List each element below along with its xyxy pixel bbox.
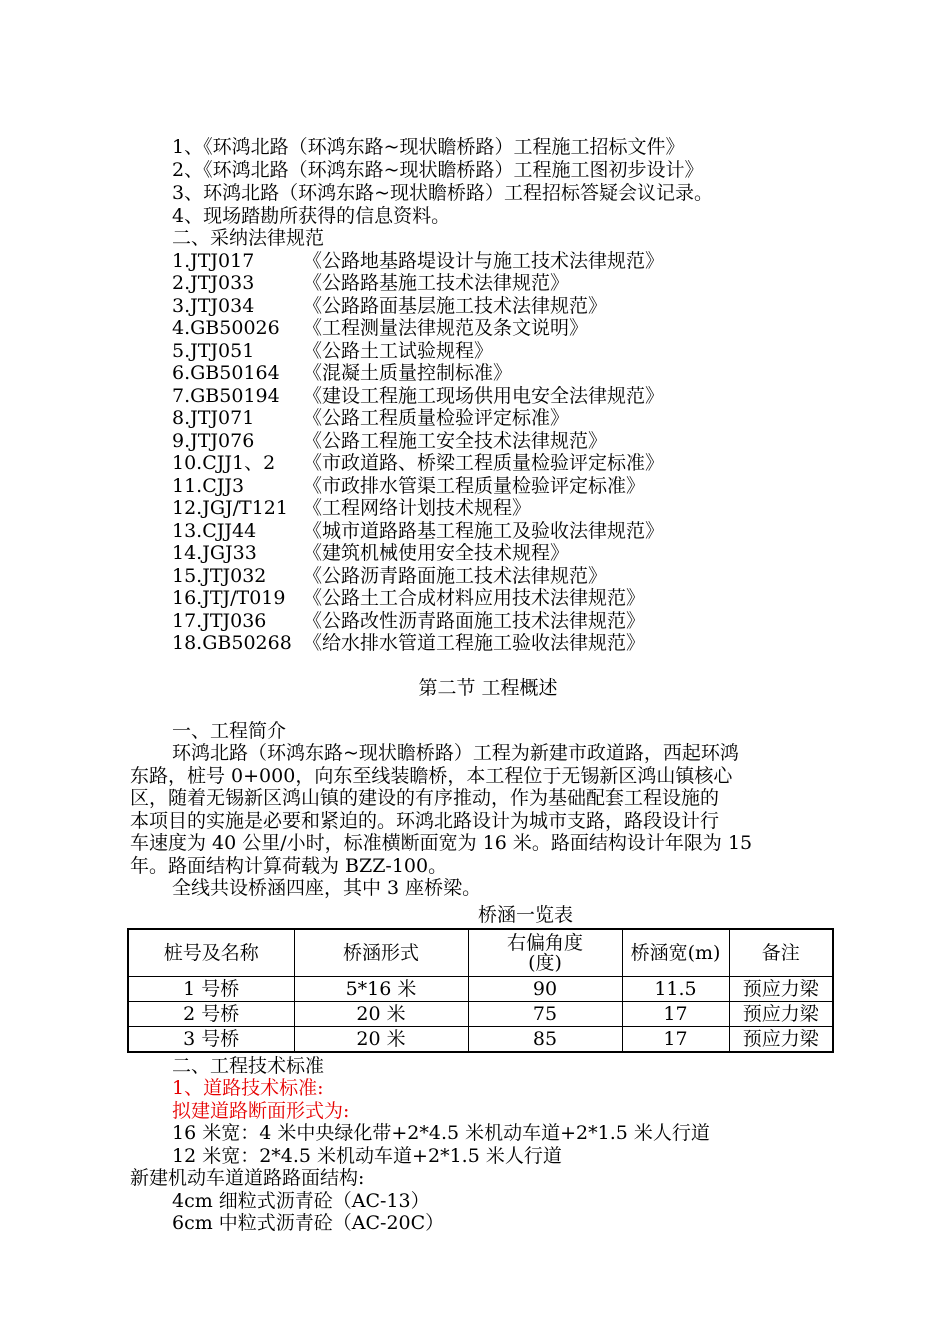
standard-item [172, 520, 664, 542]
header-cell [468, 929, 622, 977]
pavement-layer: 6cm 中粒式沥青砼（AC-20C） [172, 1212, 445, 1234]
standard-code: 17.JTJ036 [172, 610, 267, 632]
intro-para-line: 本项目的实施是必要和紧迫的。环鸿北路设计为城市支路，路段设计行 [130, 810, 720, 832]
intro-para-line: 车速度为 40 公里/小时，标准横断面宽为 16 米。路面结构设计年限为 15 [130, 832, 753, 854]
standard-item [172, 430, 607, 452]
table-cell: 75 [468, 1002, 622, 1027]
table-cell: 预应力梁 [729, 1027, 833, 1053]
standard-title: 《市政道路、桥梁工程质量检验评定标准》 [303, 452, 665, 474]
basis-item-3: 3、环鸿北路（环鸿东路~现状瞻桥路）工程招标答疑会议记录。 [172, 182, 714, 204]
pavement-heading: 新建机动车道道路路面结构: [130, 1167, 365, 1189]
basis-item-1: 1、《环鸿北路（环鸿东路~现状瞻桥路）工程施工招标文件》 [172, 136, 685, 158]
standard-item [172, 632, 645, 654]
standard-item [172, 250, 664, 272]
header-cell: 备注 [729, 929, 833, 977]
section-title: 第二节 工程概述 [418, 677, 558, 699]
intro-para-line: 年。路面结构计算荷载为 BZZ-100。 [130, 855, 448, 877]
section-12m: 12 米宽：2*4.5 米机动车道+2*1.5 米人行道 [172, 1145, 562, 1167]
standard-item [172, 610, 645, 632]
intro-para-line: 区，随着无锡新区鸿山镇的建设的有序推动，作为基础配套工程设施的 [130, 787, 720, 809]
table-row [128, 977, 833, 1002]
standard-item [172, 475, 645, 497]
table-cell: 预应力梁 [729, 1002, 833, 1027]
table-cell: 11.5 [622, 977, 729, 1002]
table-caption: 桥涵一览表 [478, 904, 574, 926]
table-cell: 90 [468, 977, 622, 1002]
standard-code: 16.JTJ/T019 [172, 587, 286, 609]
header-cell-text: 右偏角度 (度) [506, 932, 583, 974]
section-form-heading: 拟建道路断面形式为: [172, 1100, 350, 1122]
tech-heading: 二、工程技术标准 [172, 1055, 325, 1077]
standard-item [172, 340, 493, 362]
standard-title: 《公路土工试验规程》 [303, 340, 494, 362]
table-cell: 5*16 米 [294, 977, 468, 1002]
table-cell: 85 [468, 1027, 622, 1053]
bridge-count-line: 全线共设桥涵四座，其中 3 座桥梁。 [172, 877, 482, 899]
intro-para-line: 东路，桩号 0+000，向东至线装瞻桥，本工程位于无锡新区鸿山镇核心 [130, 765, 733, 787]
standards-heading: 二、采纳法律规范 [172, 227, 325, 249]
standard-title: 《建设工程施工现场供用电安全法律规范》 [303, 385, 665, 407]
standard-item [172, 542, 569, 564]
table-cell: 预应力梁 [729, 977, 833, 1002]
standard-code: 1.JTJ017 [172, 250, 255, 272]
standard-item [172, 295, 607, 317]
table-cell: 20 米 [294, 1002, 468, 1027]
standard-item [172, 407, 569, 429]
standard-code: 2.JTJ033 [172, 272, 255, 294]
table-row [128, 1027, 833, 1053]
table-cell: 1 号桥 [128, 977, 294, 1002]
basis-item-2: 2、《环鸿北路（环鸿东路~现状瞻桥路）工程施工图初步设计》 [172, 159, 704, 181]
standard-item [172, 497, 531, 519]
standard-code: 4.GB50026 [172, 317, 280, 339]
table-cell: 20 米 [294, 1027, 468, 1053]
standard-title: 《城市道路路基工程施工及验收法律规范》 [303, 520, 665, 542]
section-16m: 16 米宽：4 米中央绿化带+2*4.5 米机动车道+2*1.5 米人行道 [172, 1122, 710, 1144]
table-cell: 2 号桥 [128, 1002, 294, 1027]
table-row [128, 1002, 833, 1027]
standard-item [172, 385, 664, 407]
standard-code: 7.GB50194 [172, 385, 280, 407]
standard-title: 《建筑机械使用安全技术规程》 [303, 542, 570, 564]
table-header-row [128, 929, 833, 977]
standard-code: 12.JGJ/T121 [172, 497, 288, 519]
standard-title: 《公路改性沥青路面施工技术法律规范》 [303, 610, 646, 632]
standard-title: 《公路沥青路面施工技术法律规范》 [303, 565, 608, 587]
standard-item [172, 272, 569, 294]
standard-title: 《市政排水管渠工程质量检验评定标准》 [303, 475, 646, 497]
standard-item [172, 317, 588, 339]
basis-item-4: 4、现场踏勘所获得的信息资料。 [172, 205, 451, 227]
intro-heading: 一、工程简介 [172, 720, 287, 742]
standard-title: 《工程测量法律规范及条文说明》 [303, 317, 589, 339]
standard-code: 8.JTJ071 [172, 407, 255, 429]
standard-code: 10.CJJ1、2 [172, 452, 276, 474]
table-cell: 17 [622, 1002, 729, 1027]
standard-item [172, 565, 607, 587]
header-cell: 桥涵宽(m) [622, 929, 729, 977]
standard-item [172, 587, 645, 609]
standard-title: 《公路工程施工安全技术法律规范》 [303, 430, 608, 452]
standard-code: 3.JTJ034 [172, 295, 255, 317]
standard-title: 《公路工程质量检验评定标准》 [303, 407, 570, 429]
standard-code: 15.JTJ032 [172, 565, 267, 587]
standard-code: 6.GB50164 [172, 362, 280, 384]
standard-item [172, 362, 512, 384]
table-cell: 17 [622, 1027, 729, 1053]
road-standard-heading: 1、道路技术标准: [172, 1077, 324, 1099]
standard-title: 《公路路面基层施工技术法律规范》 [303, 295, 608, 317]
standard-code: 5.JTJ051 [172, 340, 255, 362]
standard-item [172, 452, 664, 474]
standard-title: 《工程网络计划技术规程》 [303, 497, 532, 519]
standard-title: 《公路土工合成材料应用技术法律规范》 [303, 587, 646, 609]
pavement-layer: 4cm 细粒式沥青砼（AC-13） [172, 1190, 430, 1212]
standard-code: 9.JTJ076 [172, 430, 255, 452]
standard-title: 《公路路基施工技术法律规范》 [303, 272, 570, 294]
standard-title: 《混凝土质量控制标准》 [303, 362, 513, 384]
bridge-table [127, 928, 834, 1053]
header-cell: 桩号及名称 [128, 929, 294, 977]
standard-code: 11.CJJ3 [172, 475, 245, 497]
standard-code: 18.GB50268 [172, 632, 292, 654]
standard-code: 14.JGJ33 [172, 542, 257, 564]
standard-title: 《给水排水管道工程施工验收法律规范》 [303, 632, 646, 654]
header-cell: 桥涵形式 [294, 929, 468, 977]
standard-title: 《公路地基路堤设计与施工技术法律规范》 [303, 250, 665, 272]
standard-code: 13.CJJ44 [172, 520, 257, 542]
table-cell: 3 号桥 [128, 1027, 294, 1053]
intro-para-line: 环鸿北路（环鸿东路~现状瞻桥路）工程为新建市政道路，西起环鸿 [172, 742, 739, 764]
